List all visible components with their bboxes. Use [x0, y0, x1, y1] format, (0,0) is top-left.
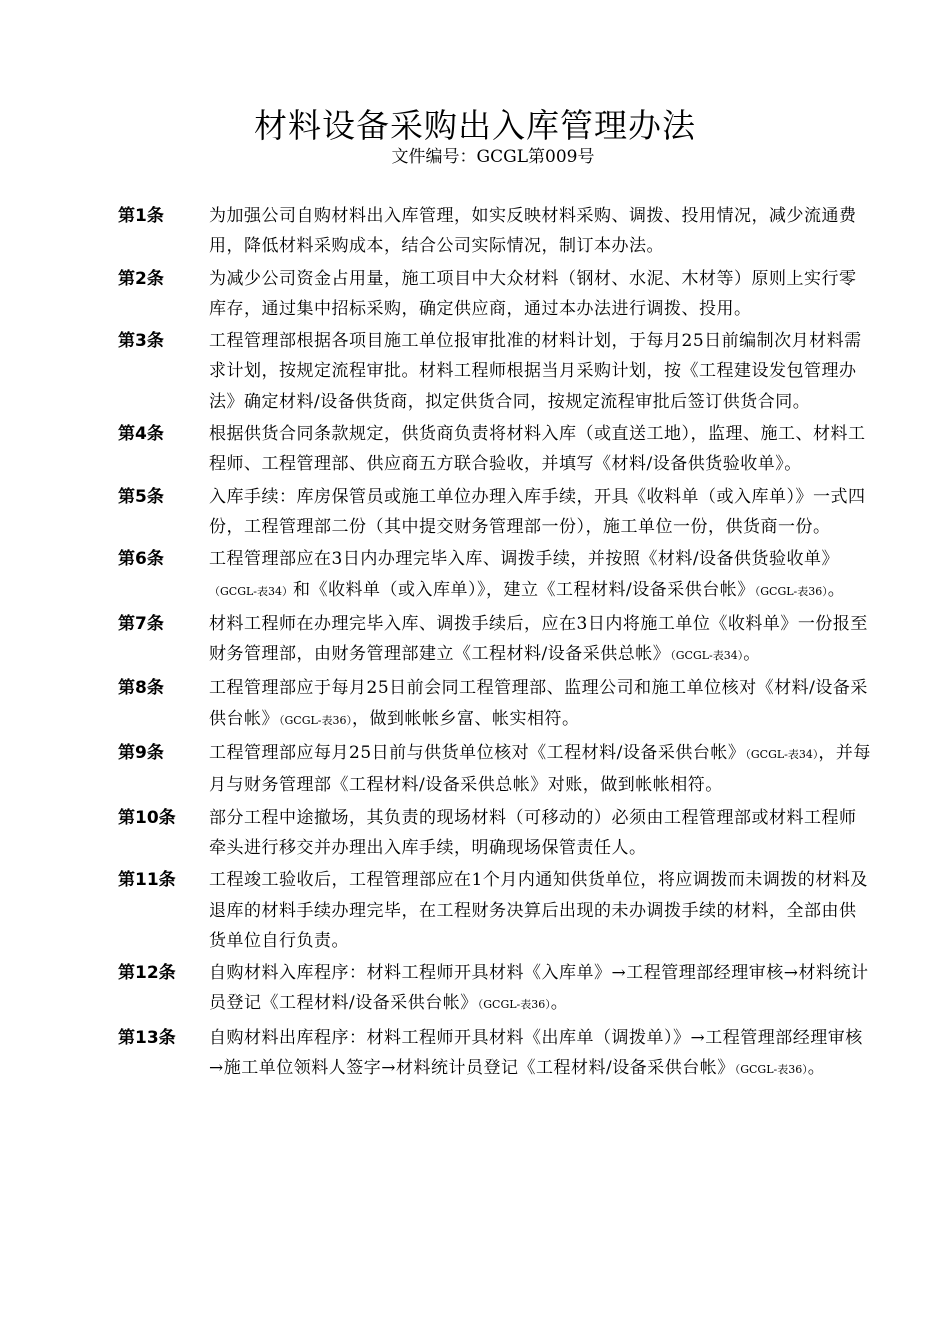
article-text-part: 自购材料出库程序：材料工程师开具材料《出库单（调拨单）》→工程管理部经理审核→施工单位领料人签字→材料统计员登记《工程材料/设备采供台帐》 — [209, 1027, 863, 1079]
article-text — [209, 609, 871, 672]
article-label: 第5条 — [118, 486, 164, 507]
article-text-part: 。 — [550, 993, 569, 1014]
article-text: 工程竣工验收后，工程管理部应在1个月内通知供货单位，将应调拨而未调拨的材料及退库的材料手续办理完毕，在工程财务决算后出现的未办调拨手续的材料，全部由供货单位自行负责。 — [209, 870, 868, 951]
article-label: 第7条 — [118, 613, 164, 634]
article-text: 为加强公司自购材料出入库管理，如实反映材料采购、调拨、投用情况，减少流通费用，降低材料采购成本，结合公司实际情况，制订本办法。 — [209, 206, 857, 257]
article-9 — [118, 738, 878, 801]
article-label: 第10条 — [118, 807, 176, 828]
article-10 — [118, 803, 878, 864]
article-text-part: 材料工程师在办理完毕入库、调拨手续后，应在3日内将施工单位《收料单》一份报至财务管理部，由财务管理部建立《工程材料/设备采供总帐》 — [209, 613, 868, 665]
article-text: 入库手续：库房保管员或施工单位办理入库手续，开具《收料单（或入库单）》一式四份，工程管理部二份（其中提交财务管理部一份），施工单位一份，供货商一份。 — [209, 486, 866, 537]
form-reference: （GCGL-表36） — [279, 713, 353, 727]
article-text — [209, 738, 871, 801]
article-label: 第3条 — [118, 331, 164, 352]
form-reference: （GCGL-表36） — [754, 584, 828, 598]
article-text — [209, 1023, 871, 1086]
article-3 — [118, 326, 878, 417]
article-text: 部分工程中途撤场，其负责的现场材料（可移动的）必须由工程管理部或材料工程师牵头进行移交并办理出入库手续，明确现场保管责任人。 — [209, 807, 857, 858]
article-text-part: 。 — [807, 1058, 826, 1079]
article-5 — [118, 482, 878, 543]
article-label: 第2条 — [118, 268, 164, 289]
document-title: 材料设备采购出入库管理办法 — [254, 106, 696, 145]
article-7 — [118, 609, 878, 672]
form-reference: （GCGL-表34） — [209, 584, 294, 598]
article-label: 第4条 — [118, 424, 164, 445]
article-text — [209, 544, 871, 607]
article-label: 第12条 — [118, 963, 176, 984]
article-label: 第1条 — [118, 206, 164, 226]
form-reference: （GCGL-表34） — [745, 748, 819, 762]
article-text-part: ，做到帐帐乡富、帐实相符。 — [352, 708, 580, 729]
article-text — [209, 958, 871, 1021]
form-reference: （GCGL-表34） — [670, 649, 744, 663]
form-reference: （GCGL-表36） — [734, 1063, 808, 1077]
article-1 — [118, 201, 878, 262]
article-text-part: 工程管理部应于每月25日前会同工程管理部、监理公司和施工单位核对《材料/设备采供台帐》 — [209, 678, 868, 729]
article-13 — [118, 1023, 878, 1086]
article-text-part: ，并每月与财务管理部《工程材料/设备采供总帐》对账，做到帐帐相符。 — [209, 743, 871, 796]
article-text-part: 工程管理部应每月25日前与供货单位核对《工程材料/设备采供台帐》 — [209, 743, 746, 764]
form-reference: （GCGL-表36） — [477, 998, 551, 1012]
article-text: 工程管理部根据各项目施工单位报审批准的材料计划，于每月25日前编制次月材料需求计划，按规定流程审批。材料工程师根据当月采购计划，按《工程建设发包管理办法》确定材料/设备供货商，拟定供货合同，按规定流程审批后签订供货合同。 — [209, 331, 862, 412]
article-text — [209, 673, 871, 736]
article-label: 第9条 — [118, 743, 164, 764]
article-label: 第13条 — [118, 1027, 176, 1048]
document-number: 文件编号：GCGL第009号 — [391, 147, 595, 167]
article-label: 第6条 — [118, 549, 164, 570]
article-text: 为减少公司资金占用量，施工项目中大众材料（钢材、水泥、木材等）原则上实行零库存，通过集中招标采购，确定供应商，通过本办法进行调拨、投用。 — [209, 268, 857, 319]
article-list — [118, 201, 878, 1087]
article-text: 根据供货合同条款规定，供货商负责将材料入库（或直送工地），监理、施工、材料工程师、工程管理部、供应商五方联合验收，并填写《材料/设备供货验收单》。 — [209, 424, 866, 475]
article-2 — [118, 264, 878, 325]
article-label: 第8条 — [118, 678, 164, 699]
article-6 — [118, 544, 878, 607]
article-text-part: 和《收料单（或入库单）》，建立《工程材料/设备采供台帐》 — [293, 579, 755, 600]
article-text-part: 。 — [743, 644, 761, 665]
article-text-part: 自购材料入库程序：材料工程师开具材料《入库单》→工程管理部经理审核→材料统计员登记《工程材料/设备采供台帐》 — [209, 963, 869, 1014]
article-11 — [118, 865, 878, 956]
article-4 — [118, 419, 878, 480]
article-label: 第11条 — [118, 870, 176, 891]
article-8 — [118, 673, 878, 736]
article-12 — [118, 958, 878, 1021]
article-text-part: 工程管理部应在3日内办理完毕入库、调拨手续，并按照《材料/设备供货验收单》 — [209, 549, 840, 570]
article-text-part: 。 — [827, 579, 846, 600]
